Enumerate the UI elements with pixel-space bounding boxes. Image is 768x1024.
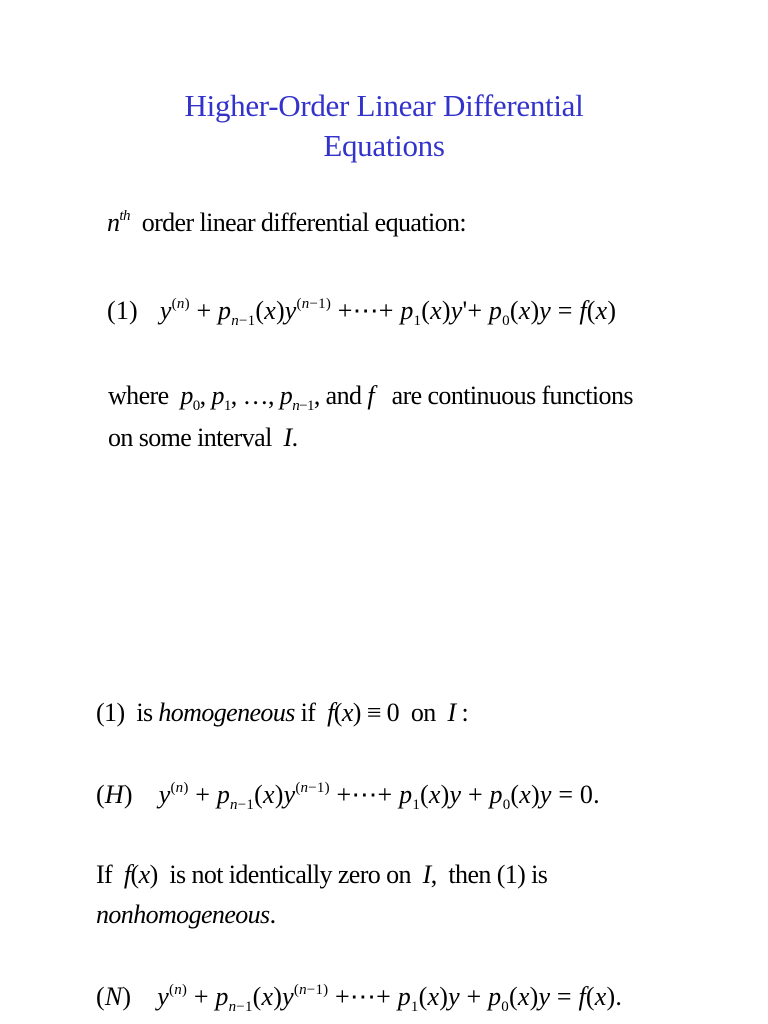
conditions-line-1: where $p_0$, $p_1$, …, $p_{n-1}$, and f are continuous functions [108,381,633,414]
equation-1-label: (1) [107,296,138,325]
intro-line [107,208,466,238]
conditions-line-2: on some interval I. [108,423,298,452]
intro-th: th [119,208,130,224]
title-line-1: Higher-Order Linear Differential [184,88,584,123]
intro-text: order linear differential equation: [141,208,467,237]
title-line-2: Equations [323,128,445,163]
intro-n: n [107,208,120,237]
homogeneous-definition: (1) is homogeneous if f(x) ≡ 0 on I : [96,698,469,727]
nonhomogeneous-line-1: If f(x) is not identically zero on I, then (1) is [96,860,548,889]
equation-h: (H) $y^{(n)} + p_{n-1}(x)y^{(n-1)}$ +⋯+ $p_1(x)y + p_0(x)y = 0$. [96,780,600,813]
nonhomogeneous-line-2: nonhomogeneous. [96,900,276,929]
equation-n: (N) $y^{(n)} + p_{n-1}(x)y^{(n-1)}$ +⋯+ $p_1(x)y + p_0(x)y = f(x)$. [96,982,623,1015]
equation-1: (1) $y^{(n)} + p_{n-1}(x)y^{(n-1)}$ +⋯+ $p_1(x)y'+ p_0(x)y = f(x)$ [107,296,617,329]
